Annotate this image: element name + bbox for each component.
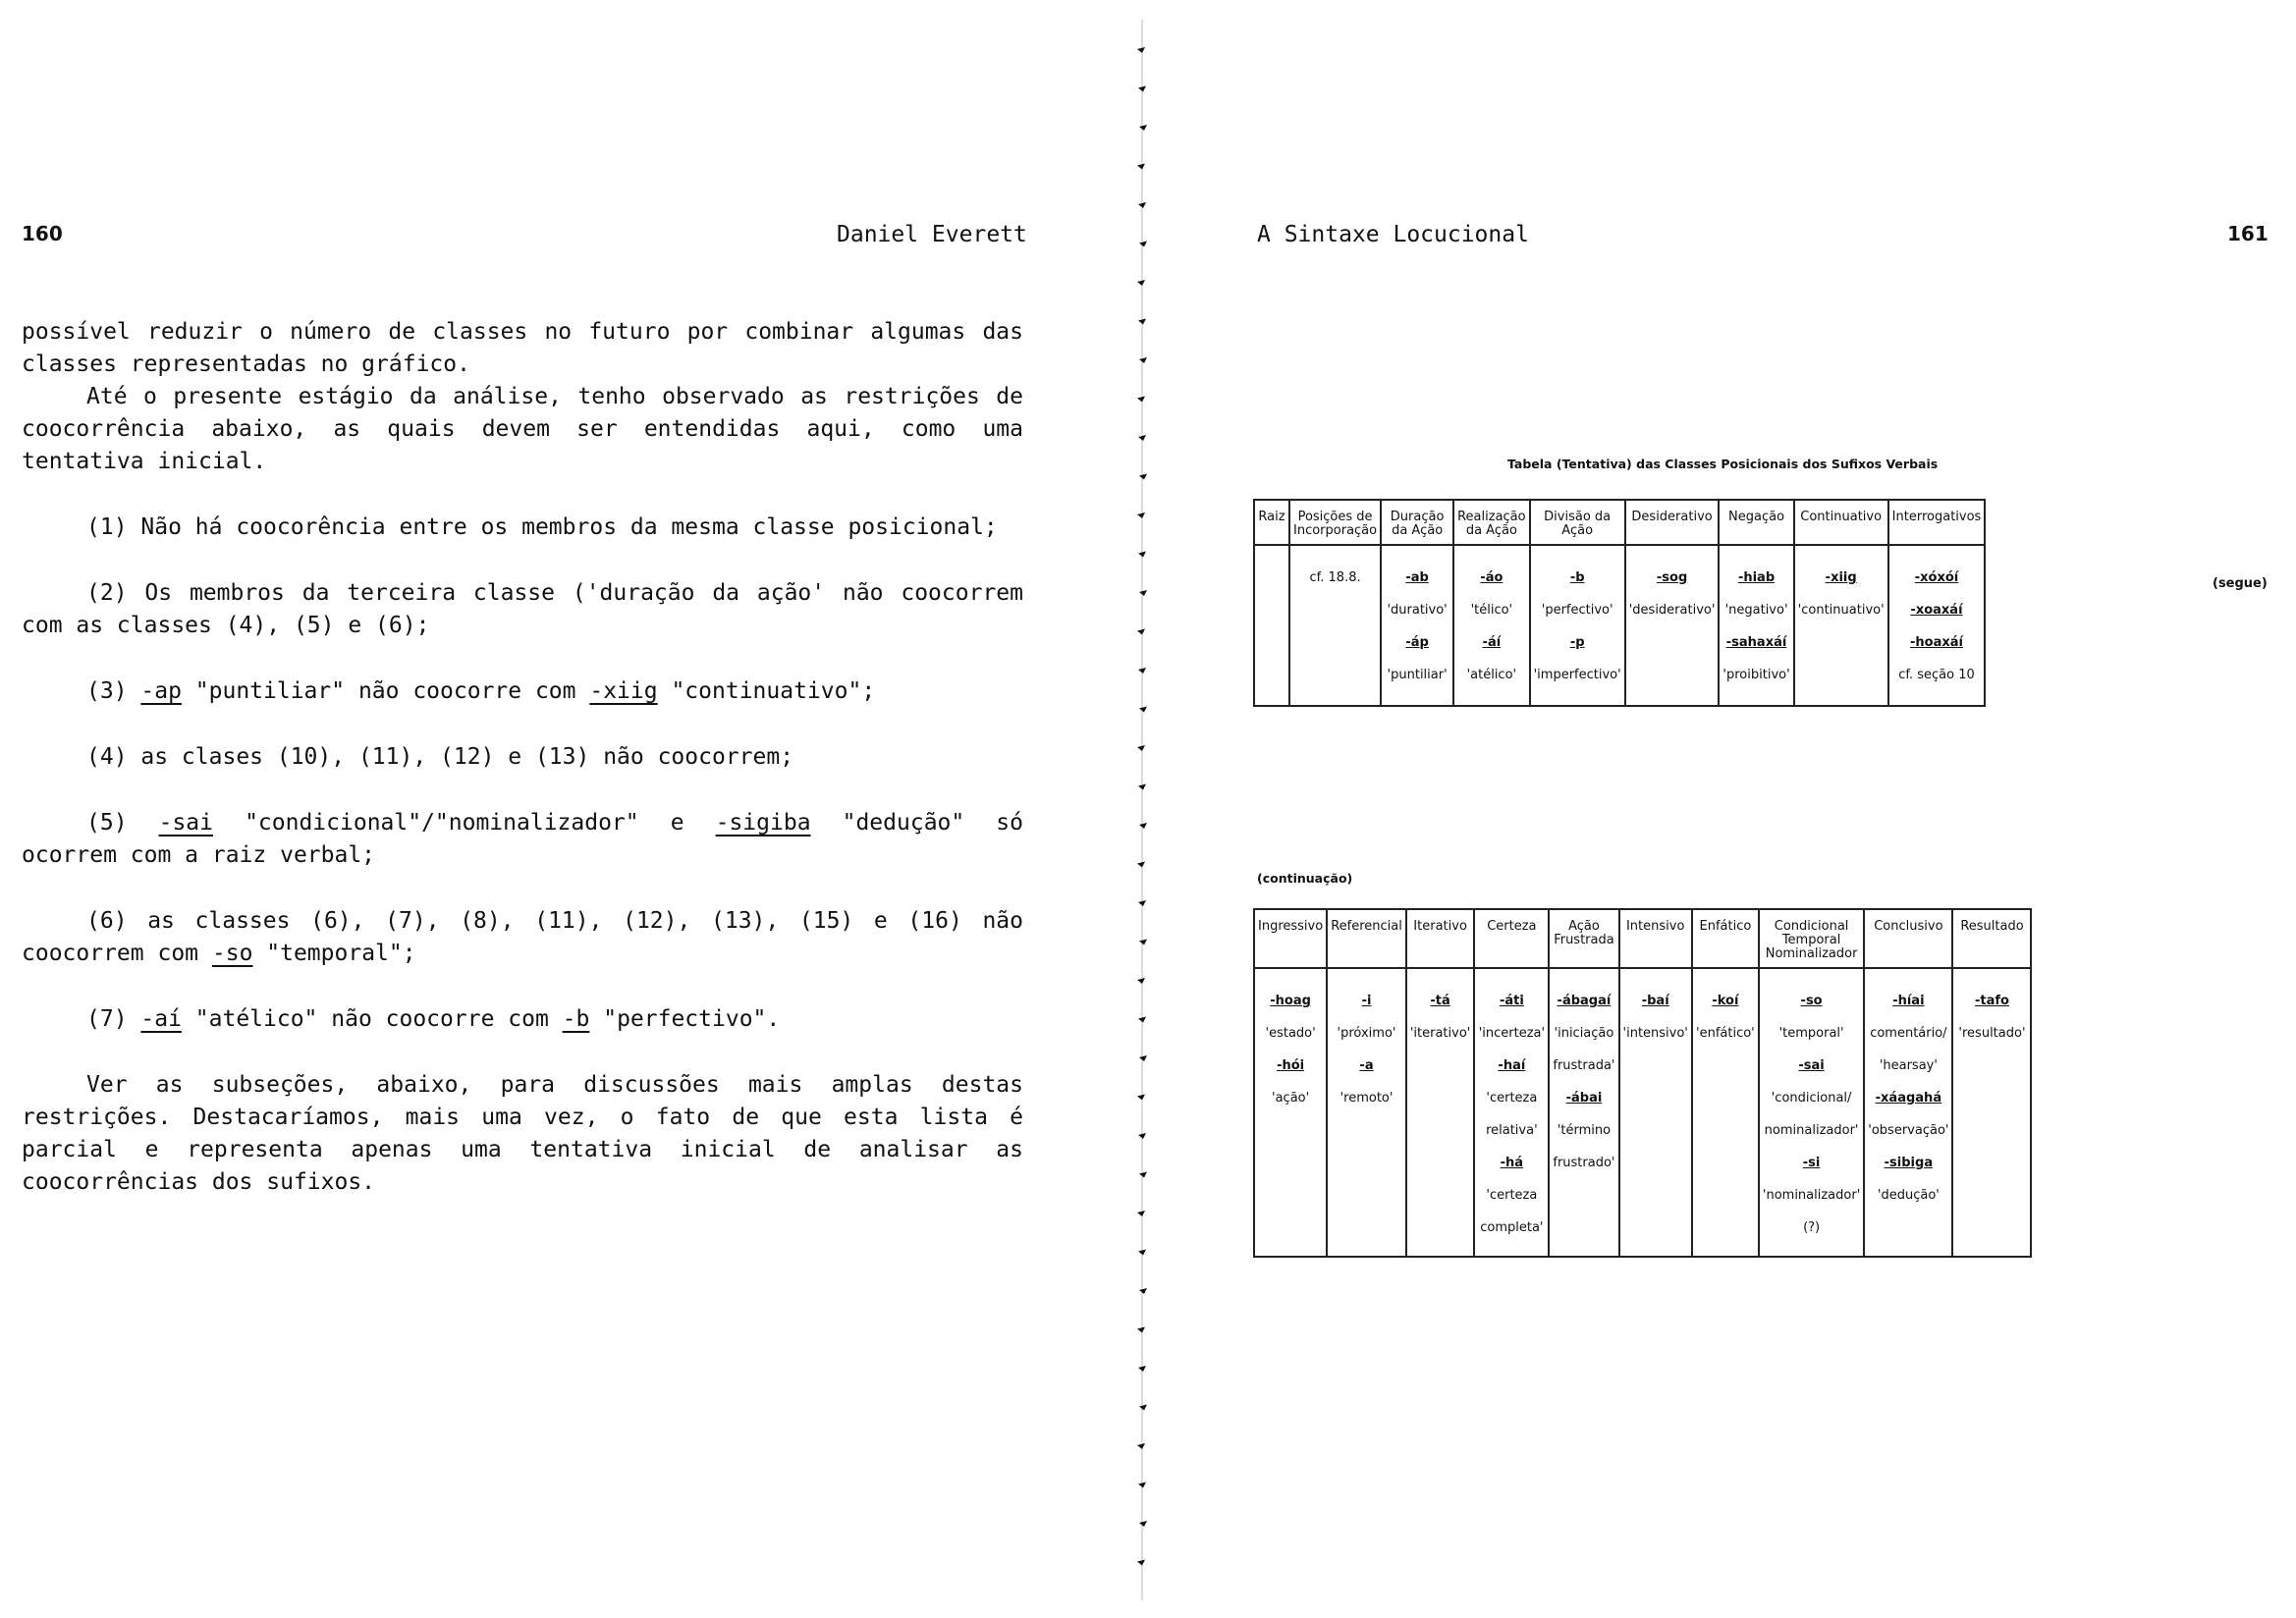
- gloss: 'continuativo': [1797, 603, 1885, 618]
- gloss: comentário/: [1870, 1026, 1947, 1041]
- suffix-form: -aí: [140, 1006, 182, 1032]
- table-caption: Tabela (Tentativa) das Classes Posicionais dos Sufixos Verbais: [1507, 457, 1939, 471]
- gloss: relativa': [1486, 1123, 1538, 1138]
- column-header: Negação: [1719, 500, 1793, 545]
- suffix-form: -áti: [1499, 994, 1524, 1008]
- continuation-caption: (continuação): [1257, 871, 1353, 886]
- text-run: (4) as clases (10), (11), (12) e (13) não coocorrem;: [86, 744, 794, 770]
- gloss: 'enfático': [1696, 1026, 1755, 1041]
- text-run: "puntiliar" não coocorre com: [181, 678, 590, 704]
- right-page: [1169, 0, 2296, 1618]
- gloss: completa': [1480, 1220, 1544, 1235]
- table-cell: [1619, 968, 1692, 1257]
- text-run: "temporal";: [252, 941, 416, 966]
- restriction-item-5: [22, 807, 1023, 872]
- text-run: (3): [86, 678, 141, 704]
- page-number-left: 160: [22, 222, 63, 245]
- table-cell: [1625, 545, 1720, 706]
- gloss: 'imperfectivo': [1533, 668, 1621, 682]
- binding-spine: [1127, 20, 1157, 1600]
- table-continues-note: (segue): [2213, 576, 2268, 591]
- column-header: Desiderativo: [1625, 500, 1720, 545]
- binding-mark: [1139, 707, 1147, 713]
- binding-mark: [1139, 474, 1147, 480]
- column-header: Duração da Ação: [1381, 500, 1453, 545]
- suffix-form: -so: [1800, 994, 1823, 1008]
- suffix-form: -haí: [1498, 1058, 1526, 1073]
- suffix-form: -tá: [1430, 994, 1450, 1008]
- text-run: "atélico" não coocorre com: [181, 1006, 563, 1032]
- text-run: Ver as subseções, abaixo, para discussões mais amplas destas restrições. Destacaríamos, mais uma vez, o fato de que esta lista é parcial e representa apenas uma tentativa inicial de analisar as coocorrências dos sufixos.: [22, 1072, 1023, 1195]
- binding-mark: [1139, 357, 1147, 363]
- table-cell: [1406, 968, 1475, 1257]
- binding-mark: [1137, 1211, 1145, 1216]
- column-header: Ingressivo: [1254, 909, 1327, 968]
- text-run: (1) Não há coocorência entre os membros da mesma classe posicional;: [86, 514, 998, 540]
- gloss: 'resultado': [1958, 1026, 2026, 1041]
- table-cell: [1888, 545, 1986, 706]
- binding-mark: [1139, 1521, 1147, 1527]
- gloss: 'puntiliar': [1387, 668, 1448, 682]
- column-header: Intensivo: [1619, 909, 1692, 968]
- text-run: "condicional"/"nominalizador" e: [213, 810, 716, 836]
- suffix-form: -b: [562, 1006, 590, 1032]
- table-cell: [1794, 545, 1888, 706]
- suffix-form: -sai: [1798, 1058, 1825, 1073]
- text-run: "dedução" só ocorrem com a raiz verbal;: [22, 810, 1023, 868]
- suffix-form: -p: [1569, 635, 1585, 650]
- suffix-form: -áí: [1482, 635, 1502, 650]
- table-cell: [1759, 968, 1864, 1257]
- binding-mark: [1139, 1288, 1147, 1294]
- suffix-form: -áo: [1480, 570, 1503, 585]
- column-header: Realização da Ação: [1453, 500, 1530, 545]
- column-header: Enfático: [1692, 909, 1759, 968]
- suffix-form: -xiig: [1825, 570, 1857, 585]
- gloss: 'condicional/: [1771, 1091, 1852, 1106]
- table-cell: [1327, 968, 1406, 1257]
- binding-mark: [1137, 745, 1145, 751]
- running-head-author: Daniel Everett: [837, 222, 1027, 247]
- binding-mark: [1137, 164, 1145, 170]
- text-run: (6) as classes (6), (7), (8), (11), (12), (13), (15) e (16) não coocorrem com: [22, 908, 1023, 966]
- gloss: cf. 18.8.: [1309, 570, 1361, 585]
- suffix-form: -xáagahá: [1875, 1091, 1942, 1106]
- table-cell: [1719, 545, 1793, 706]
- binding-mark: [1137, 1095, 1145, 1101]
- column-header: Certeza: [1474, 909, 1549, 968]
- gloss: (?): [1803, 1220, 1821, 1235]
- text-run: "continuativo";: [657, 678, 876, 704]
- gloss: frustrada': [1553, 1058, 1615, 1073]
- gloss: 'término: [1557, 1123, 1612, 1138]
- column-header: Condicional Temporal Nominalizador: [1759, 909, 1864, 968]
- table-cell: [1474, 968, 1549, 1257]
- text-run: (5): [86, 810, 159, 836]
- suffix-form: -ábagaí: [1557, 994, 1612, 1008]
- table-cell: [1381, 545, 1453, 706]
- suffix-form: -sahaxáí: [1725, 635, 1787, 650]
- suffix-form: -i: [1361, 994, 1372, 1008]
- suffix-form: -sog: [1656, 570, 1688, 585]
- suffix-form: -há: [1500, 1156, 1524, 1170]
- gloss: 'desiderativo': [1628, 603, 1716, 618]
- gloss: 'intensivo': [1622, 1026, 1688, 1041]
- text-run: Até o presente estágio da análise, tenho observado as restrições de coocorrência abaixo, as quais devem ser entendidas aqui, como uma tentativa inicial.: [22, 384, 1023, 474]
- suffix-form: -sibiga: [1884, 1156, 1934, 1170]
- binding-mark: [1139, 242, 1147, 247]
- column-header: Conclusivo: [1864, 909, 1952, 968]
- gloss: 'certeza: [1486, 1188, 1538, 1203]
- gloss: 'observação': [1868, 1123, 1949, 1138]
- suffix-form: -sai: [158, 810, 213, 836]
- gloss: 'télico': [1470, 603, 1513, 618]
- binding-mark: [1139, 1405, 1147, 1411]
- suffix-form: -xoaxáí: [1910, 603, 1963, 618]
- suffix-form: -áp: [1405, 635, 1429, 650]
- restriction-item-7: [22, 1003, 1023, 1036]
- gloss: 'dedução': [1877, 1188, 1940, 1203]
- suffix-form: -hói: [1277, 1058, 1305, 1073]
- binding-mark: [1139, 1172, 1147, 1178]
- restriction-item-6: [22, 905, 1023, 970]
- left-page: [0, 0, 1110, 1618]
- binding-mark: [1139, 940, 1147, 945]
- paragraph: [22, 1069, 1023, 1199]
- column-header: Continuativo: [1794, 500, 1888, 545]
- gloss: 'iniciação: [1554, 1026, 1614, 1041]
- table-cell: [1864, 968, 1952, 1257]
- table-cell: [1254, 545, 1289, 706]
- column-header: Interrogativos: [1888, 500, 1986, 545]
- paragraph: [22, 316, 1023, 381]
- gloss: 'certeza: [1486, 1091, 1538, 1106]
- suffix-form: -si: [1802, 1156, 1821, 1170]
- suffix-form: -baí: [1641, 994, 1669, 1008]
- column-header: Iterativo: [1406, 909, 1475, 968]
- table-cell: [1549, 968, 1618, 1257]
- suffix-form: -hiab: [1737, 570, 1776, 585]
- column-header: Resultado: [1952, 909, 2031, 968]
- binding-mark: [1137, 978, 1145, 984]
- suffix-class-table: [1253, 499, 1986, 707]
- binding-mark: [1137, 280, 1145, 286]
- column-header: Ação Frustrada: [1549, 909, 1618, 968]
- suffix-class-table-continued: [1253, 908, 2032, 1258]
- table-cell: [1530, 545, 1625, 706]
- suffix-form: -a: [1359, 1058, 1374, 1073]
- suffix-form: -híai: [1892, 994, 1925, 1008]
- suffix-form: -koí: [1712, 994, 1739, 1008]
- gloss: 'remoto': [1339, 1091, 1394, 1106]
- gloss: frustrado': [1553, 1156, 1615, 1170]
- restriction-item-1: [22, 512, 1023, 544]
- gloss: 'hearsay': [1879, 1058, 1938, 1073]
- restriction-item-2: [22, 577, 1023, 642]
- suffix-form: -ap: [140, 678, 182, 704]
- binding-mark: [1137, 1443, 1145, 1449]
- gloss: 'perfectivo': [1541, 603, 1613, 618]
- gloss: 'incerteza': [1478, 1026, 1546, 1041]
- running-head-title: A Sintaxe Locucional: [1257, 222, 1529, 247]
- binding-mark: [1137, 1560, 1145, 1566]
- binding-mark: [1139, 823, 1147, 829]
- gloss: 'estado': [1265, 1026, 1316, 1041]
- binding-mark: [1137, 397, 1145, 403]
- restriction-item-4: [22, 741, 1023, 774]
- restriction-item-3: [22, 675, 1023, 708]
- binding-mark: [1137, 862, 1145, 868]
- gloss: 'atélico': [1466, 668, 1517, 682]
- table-cell: [1254, 968, 1327, 1257]
- suffix-form: -tafo: [1974, 994, 2009, 1008]
- suffix-form: -ab: [1405, 570, 1429, 585]
- suffix-form: -xóxóí: [1914, 570, 1959, 585]
- suffix-form: -hoaxáí: [1910, 635, 1963, 650]
- gloss: 'negativo': [1724, 603, 1788, 618]
- text-run: (2) Os membros da terceira classe ('duração da ação' não coocorrem com as classes (4), (5) e (6);: [22, 580, 1023, 638]
- gloss: 'próximo': [1337, 1026, 1396, 1041]
- text-run: (7): [86, 1006, 141, 1032]
- binding-mark: [1137, 512, 1145, 518]
- column-header: Divisão da Ação: [1530, 500, 1625, 545]
- column-header: Referencial: [1327, 909, 1406, 968]
- gloss: cf. seção 10: [1898, 668, 1975, 682]
- binding-mark: [1137, 1327, 1145, 1333]
- page-number-right: 161: [2227, 222, 2269, 245]
- column-header: Posições de Incorporação: [1289, 500, 1381, 545]
- column-header: Raiz: [1254, 500, 1289, 545]
- body-text: [22, 316, 1023, 1199]
- binding-mark: [1137, 629, 1145, 635]
- suffix-form: -b: [1569, 570, 1585, 585]
- gloss: 'proibitivo': [1722, 668, 1790, 682]
- suffix-form: -sigiba: [715, 810, 811, 836]
- suffix-form: -so: [211, 941, 253, 966]
- table-cell: [1453, 545, 1530, 706]
- binding-mark: [1139, 1055, 1147, 1061]
- table-cell: [1692, 968, 1759, 1257]
- suffix-form: -xiig: [589, 678, 658, 704]
- binding-mark: [1139, 125, 1147, 131]
- gloss: 'nominalizador': [1762, 1188, 1861, 1203]
- binding-mark: [1139, 590, 1147, 596]
- gloss: 'iterativo': [1409, 1026, 1471, 1041]
- paragraph: [22, 381, 1023, 478]
- table-cell: [1289, 545, 1381, 706]
- gloss: nominalizador': [1764, 1123, 1859, 1138]
- gloss: 'temporal': [1778, 1026, 1844, 1041]
- text-run: possível reduzir o número de classes no futuro por combinar algumas das classes representadas no gráfico.: [22, 319, 1023, 377]
- gloss: 'durativo': [1387, 603, 1448, 618]
- gloss: 'ação': [1272, 1091, 1310, 1106]
- text-run: "perfectivo".: [589, 1006, 781, 1032]
- table-cell: [1952, 968, 2031, 1257]
- suffix-form: -hoag: [1270, 994, 1311, 1008]
- suffix-form: -ábai: [1565, 1091, 1603, 1106]
- binding-mark: [1137, 47, 1145, 53]
